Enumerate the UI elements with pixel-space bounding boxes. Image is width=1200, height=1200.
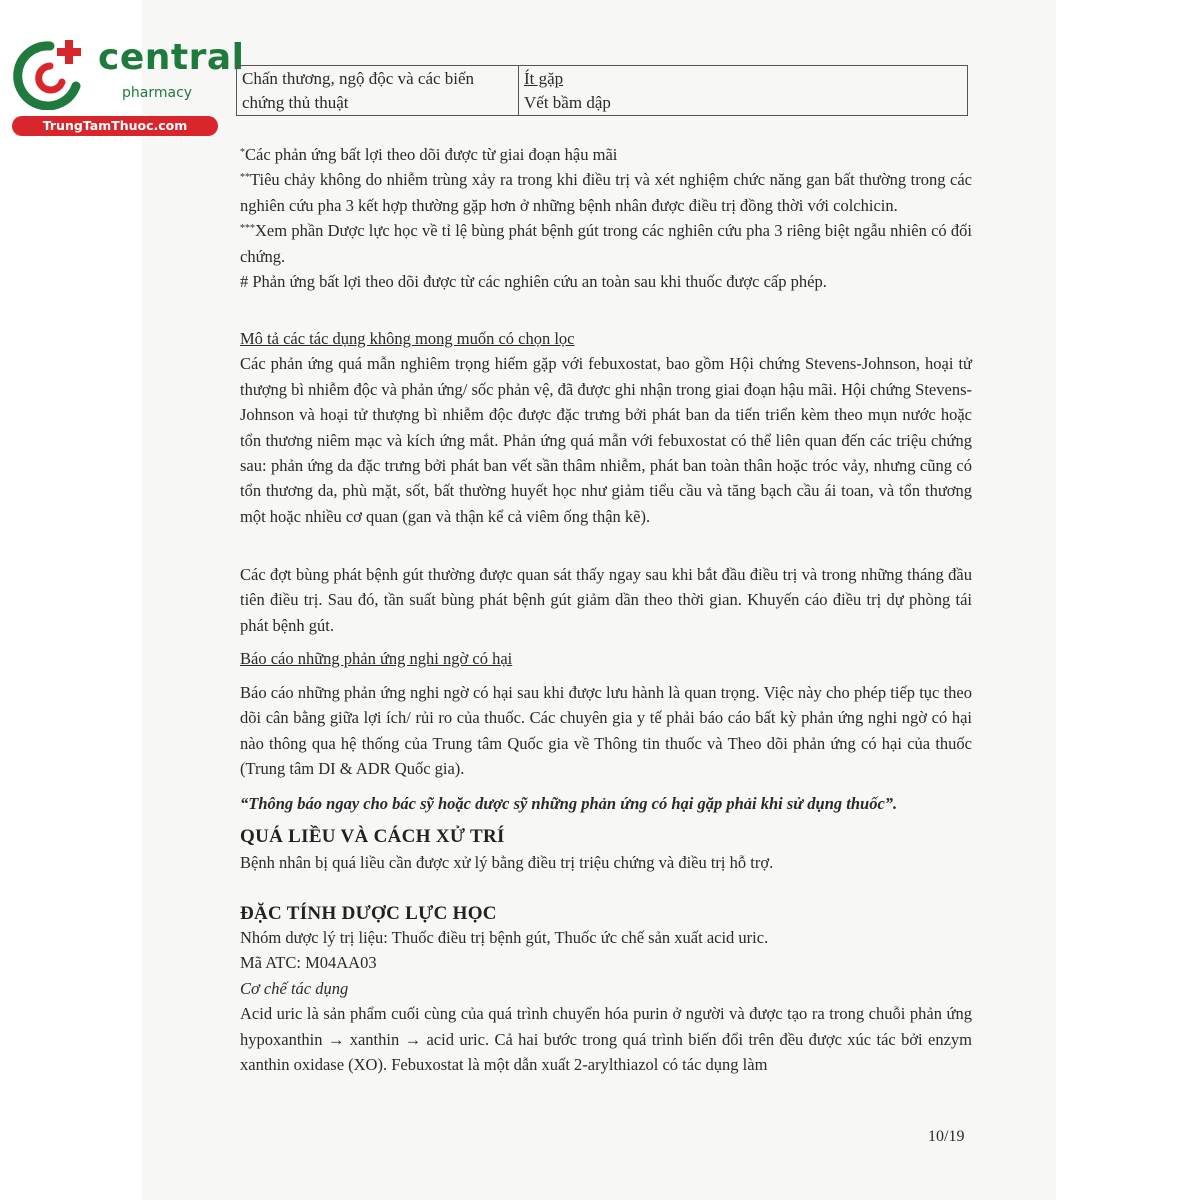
overdose-heading: QUÁ LIỀU VÀ CÁCH XỬ TRÍ [240,826,505,847]
mechanism-paragraph: Acid uric là sản phẩm cuối cùng của quá trình chuyển hóa purin ở người và được tạo ra trong chuỗi phản ứng hypoxanthin → xanthin → acid uric. Cả hai bước trong quá trình biến đổi trên đều được xúc tác bởi enzym xanthin oxidase (XO). Febuxostat là một dẫn xuất 2-arylthiazol có tác dụng làm [240,1004,972,1075]
table-cell-text: chứng thủ thuật [242,93,349,112]
table-cell-text: Ít gặp [524,69,564,88]
central-pharmacy-logo[interactable] [10,36,245,136]
notice-text: “Thông báo ngay cho bác sỹ hoặc dược sỹ những phản ứng có hại gặp phải khi sử dụng thuốc”. [240,794,898,813]
gout-flare-paragraph [240,562,972,638]
pharmacodynamics-section [240,925,972,1077]
pharmacodynamics-heading: ĐẶC TÍNH DƯỢC LỰC HỌC [240,903,497,924]
paragraph: Bệnh nhân bị quá liều cần được xử lý bằng điều trị triệu chứng và điều trị hỗ trợ. [240,853,774,872]
section-subtitle: Mô tả các tác dụng không mong muốn có chọn lọc [240,329,575,348]
table-cell-text: Chấn thương, ngộ độc và các biến [242,69,475,88]
atc-code: Mã ATC: M04AA03 [240,953,377,973]
report-section-title [240,646,972,671]
page-number: 10/19 [928,1128,965,1145]
selected-effects-section [240,326,972,529]
footnotes [240,142,972,294]
paragraph: Các đợt bùng phát bệnh gút thường được quan sát thấy ngay sau khi bắt đầu điều trị và trong những tháng đầu tiên điều trị. Sau đó, tần suất bùng phát bệnh gút giảm dần theo thời gian. Khuyến cáo điều trị dự phòng tái phát bệnh gút. [240,565,972,635]
paragraph: Các phản ứng quá mẫn nghiêm trọng hiếm gặp với febuxostat, bao gồm Hội chứng Stevens-Johnson, hoại tử thượng bì nhiễm độc và phản ứng/ sốc phản vệ, đã được ghi nhận trong giai đoạn hậu mãi. Hội chứng Stevens-Johnson và hoại tử thượng bì nhiễm độc được đặc trưng bởi phát ban da tiến triển kèm theo mụn nước hoặc tổn thương niêm mạc và kích ứng mắt. Phản ứng quá mẫn với febuxostat có thể liên quan đến các triệu chứng sau: phản ứng da đặc trưng bởi phát ban vết sần thâm nhiễm, phát ban toàn thân hoặc tróc vảy, nhưng cũng có tổn thương da, phù mặt, sốt, bất thường huyết học như giảm tiểu cầu và tăng bạch cầu ái toan, và tổn thương một hoặc nhiều cơ quan (gan và thận kể cả viêm ống thận kẽ). [240,354,972,526]
brand-name: central [98,37,245,78]
notice [240,791,972,816]
pharmacologic-group: Nhóm dược lý trị liệu: Thuốc điều trị bệnh gút, Thuốc ức chế sản xuất acid uric. [240,928,769,947]
section-subtitle: Báo cáo những phản ứng nghi ngờ có hại [240,649,513,668]
footnote: # Phản ứng bất lợi theo dõi được từ các nghiên cứu an toàn sau khi thuốc được cấp phép. [240,272,827,292]
overdose-section [240,850,972,875]
pharmacy-cross-icon [10,36,88,110]
table-cell-text: Vết bầm dập [524,93,611,112]
adverse-reaction-table [236,65,968,116]
footnote: **Tiêu chảy không do nhiễm trùng xảy ra trong khi điều trị và xét nghiệm chức năng gan bất thường trong các nghiên cứu pha 3 kết hợp thường gặp hơn ở những bệnh nhân được điều trị đồng thời với colchicin. [240,170,972,215]
mechanism-title: Cơ chế tác dụng [240,978,349,998]
table-cell-category [237,66,519,115]
brand-subtitle: pharmacy [122,85,193,101]
footnote: ***Xem phần Dược lực học về tỉ lệ bùng phát bệnh gút trong các nghiên cứu pha 3 riêng biệt ngẫu nhiên có đối chứng. [240,221,972,266]
footnote: *Các phản ứng bất lợi theo dõi được từ giai đoạn hậu mãi [240,145,618,164]
brand-website[interactable]: TrungTamThuoc.com [12,116,218,136]
table-cell-frequency [519,66,967,115]
report-section [240,680,972,782]
paragraph: Báo cáo những phản ứng nghi ngờ có hại sau khi được lưu hành là quan trọng. Việc này cho phép tiếp tục theo dõi cân bằng giữa lợi ích/ rủi ro của thuốc. Các chuyên gia y tế phải báo cáo bất kỳ phản ứng nghi ngờ có hại nào thông qua hệ thống của Trung tâm Quốc gia về Thông tin thuốc và Theo dõi phản ứng có hại của thuốc (Trung tâm DI & ADR Quốc gia). [240,683,972,779]
